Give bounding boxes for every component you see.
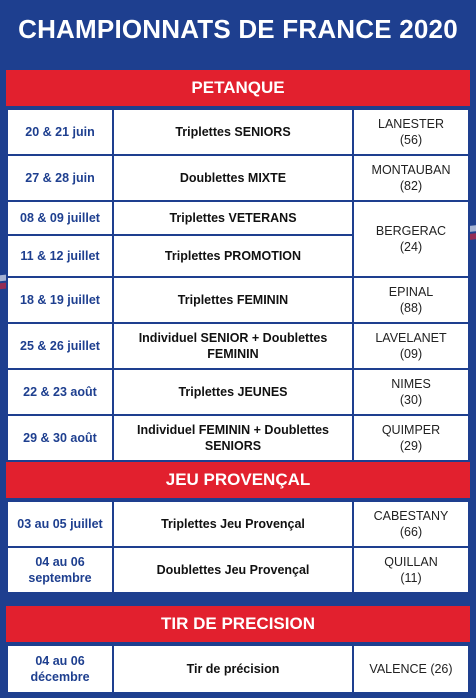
row-event: Triplettes SENIORS [113,109,353,155]
place-dept: (88) [399,301,423,315]
place-name: BERGERAC [375,224,447,238]
row-place [353,547,469,593]
place-dept: (82) [399,179,423,193]
row-date: 20 & 21 juin [7,109,113,155]
row-place [353,109,469,155]
jeu-provencal-table [6,500,470,594]
row-event: Individuel FEMININ + Doublettes SENIORS [113,415,353,461]
table-row [7,277,469,323]
table-row [7,369,469,415]
table-row [7,415,469,461]
place-dept: (66) [399,525,423,539]
section-header-jeu-provencal: JEU PROVENÇAL [6,462,470,500]
petanque-provencal-panel [6,70,470,594]
place-name: LAVELANET [375,331,447,345]
place-dept: (29) [399,439,423,453]
row-date: 29 & 30 août [7,415,113,461]
section-header-tir-precision: TIR DE PRECISION [6,606,470,644]
row-date: 18 & 19 juillet [7,277,113,323]
table-row [7,501,469,547]
row-event: Triplettes Jeu Provençal [113,501,353,547]
table-row [7,155,469,201]
row-place [353,501,469,547]
row-place [353,155,469,201]
row-event: Triplettes FEMININ [113,277,353,323]
row-place [353,277,469,323]
row-event: Individuel SENIOR + Doublettes FEMININ [113,323,353,369]
place-dept: (24) [399,240,423,254]
petanque-table [6,108,470,462]
table-row [7,201,469,235]
row-date: 22 & 23 août [7,369,113,415]
row-place: VALENCE (26) [353,645,469,693]
place-dept: (56) [399,133,423,147]
place-name: QUILLAN [384,555,438,569]
row-date: 04 au 06 décembre [7,645,113,693]
row-place [353,415,469,461]
table-row [7,645,469,693]
table-row [7,547,469,593]
row-date: 27 & 28 juin [7,155,113,201]
row-date: 25 & 26 juillet [7,323,113,369]
row-date: 03 au 05 juillet [7,501,113,547]
place-dept: (11) [400,571,422,585]
row-event: Doublettes MIXTE [113,155,353,201]
row-event: Triplettes VETERANS [113,201,353,235]
row-date: 04 au 06 septembre [7,547,113,593]
row-place [353,323,469,369]
row-event: Doublettes Jeu Provençal [113,547,353,593]
tir-precision-panel [6,606,470,694]
place-name: EPINAL [388,285,434,299]
place-name: LANESTER [378,117,444,131]
page-title: CHAMPIONNATS DE FRANCE 2020 [18,14,458,44]
row-place [353,201,469,277]
row-event: Triplettes JEUNES [113,369,353,415]
place-name: QUIMPER [381,423,441,437]
place-dept: (30) [399,393,423,407]
row-event: Tir de précision [113,645,353,693]
row-date: 08 & 09 juillet [7,201,113,235]
place-name: CABESTANY [373,509,449,523]
section-header-petanque: PETANQUE [6,70,470,108]
row-event: Triplettes PROMOTION [113,235,353,277]
place-name: NIMES [391,377,431,391]
table-row [7,109,469,155]
table-row [7,323,469,369]
place-name: MONTAUBAN [371,163,451,177]
row-date: 11 & 12 juillet [7,235,113,277]
place-dept: (09) [399,347,423,361]
tir-precision-table [6,644,470,694]
row-place [353,369,469,415]
